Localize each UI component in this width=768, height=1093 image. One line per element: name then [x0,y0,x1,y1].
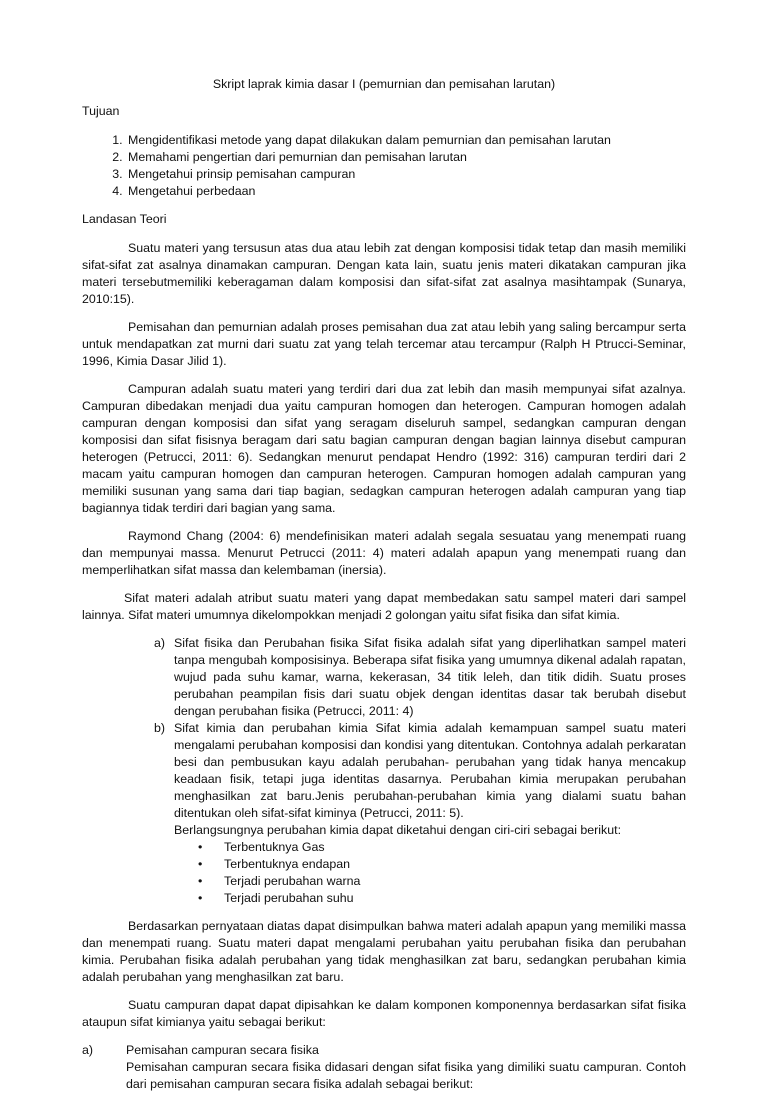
ciri-list [174,839,686,907]
list-item [82,1042,686,1093]
list-item [198,890,686,907]
sifat-list [154,635,686,907]
tujuan-heading: Tujuan [82,104,120,118]
pemisahan-section [82,1042,686,1093]
list-marker: a) [82,1043,94,1057]
list-item-text: Sifat kimia dan perubahan kimia Sifat kimia adalah kemampuan sampel suatu materi mengalami perubahan komposisi dan kondisi yang ditentukan. Contohnya adalah perkaratan besi dan pembusukan kayu adalah perubahan- perubahan yang tidak hanya mencakup keadaan fisik, tetapi juga identitas dasarnya. Perubahan kimia merupakan perubahan menghasilkan zat baru.Jenis perubahan-perubahan kimia yang dialami suatu bahan ditentukan oleh sifat-sifat kiminya (Petrucci, 2011: 5). [174,721,686,820]
list-marker: a) [154,636,166,650]
paragraph: Sifat materi adalah atribut suatu materi yang dapat membedakan satu sampel materi dari sampel lainnya. Sifat materi umumnya dikelompokkan menjadi 2 golongan yaitu sifat fisika dan sifat kimia. [82,591,686,622]
list-item-text: Sifat fisika dan Perubahan fisika Sifat fisika adalah sifat yang diperlihatkan sampel materi tanpa mengubah komposisinya. Beberapa sifat fisika yang umumnya dikenal adalah rapatan, wujud pada suhu kamar, warna, kekerasan, 34 titik leleh, dan titik didih. Suatu proses perubahan peampilan fisis dari suatu objek dengan identitas dasar tak berubah disebut dengan perubahan fisika (Petrucci, 2011: 4) [174,636,686,718]
bullet-icon: • [198,874,203,888]
paragraph: Suatu campuran dapat dapat dipisahkan ke dalam komponen komponennya berdasarkan sifat fisika ataupun sifat kimianya yaitu sebagai berikut: [82,998,686,1029]
landasan-heading: Landasan Teori [82,212,167,226]
paragraph: Berdasarkan pernyataan diatas dapat disimpulkan bahwa materi adalah apapun yang memiliki massa dan menempati ruang. Suatu materi dapat mengalami perubahan yaitu perubahan fisika dan perubahan kimia. Perubahan fisika adalah perubahan yang tidak menghasilkan zat baru, sedangkan perubahan kimia adalah perubahan yang menghasilkan zat baru. [82,919,686,984]
list-item: 4. Mengetahui perbedaan [126,183,686,200]
ciri-intro: Berlangsungnya perubahan kimia dapat diketahui dengan ciri-ciri sebagai berikut: [174,823,622,837]
list-item-text: Terbentuknya endapan [224,857,351,871]
list-item-text: Terjadi perubahan suhu [224,891,354,905]
list-item [154,635,686,720]
bullet-icon: • [198,891,203,905]
paragraph: Campuran adalah suatu materi yang terdiri dari dua zat lebih dan masih mempunyai sifat azalnya. Campuran dibedakan menjadi dua yaitu campuran homogen dan heterogen. Campuran homogen adalah campuran dengan komposisi dan sifat yang seragam diseluruh sampel, sedangkan campuran dengan komposisi dan sifat fisisnya beragam dari satu bagian campuran dengan bagian lainnya disebut campuran heterogen (Petrucci, 2011: 6). Sedangkan menurut pendapat Hendro (1992: 316) campuran terdiri dari 2 macam yaitu campuran homogen dan campuran heterogen. Campuran homogen adalah campuran yang memiliki susunan yang sama dari tiap bagian, sedagkan campuran heterogen adalah campuran yang tiap bagiannya tidak terdiri dari bagian yang sama. [82,382,686,515]
tujuan-list [82,132,686,200]
list-item: 3. Mengetahui prinsip pemisahan campuran [126,166,686,183]
bullet-icon: • [198,840,203,854]
section-text: Pemisahan campuran secara fisika didasari dengan sifat fisika yang dimiliki suatu campuran. Contoh dari pemisahan campuran secara fisika adalah sebagai berikut: [126,1060,686,1091]
list-item: 2. Memahami pengertian dari pemurnian dan pemisahan larutan [126,149,686,166]
list-item [198,839,686,856]
list-item-text: Terbentuknya Gas [224,840,325,854]
list-marker: b) [154,721,166,735]
list-item-text: Terjadi perubahan warna [224,874,361,888]
paragraph: Pemisahan dan pemurnian adalah proses pemisahan dua zat atau lebih yang saling bercampur serta untuk mendapatkan zat murni dari suatu zat yang telah tercemar atau tercampur (Ralph H Ptrucci-Seminar, 1996, Kimia Dasar Jilid 1). [82,320,686,368]
paragraph: Raymond Chang (2004: 6) mendefinisikan materi adalah segala sesuatau yang menempati ruang dan mempunyai massa. Menurut Petrucci (2011: 4) materi adalah apapun yang menempati ruang dan memperlihatkan sifat massa dan kelembaman (inersia). [82,529,686,577]
section-heading: Pemisahan campuran secara fisika [126,1043,319,1057]
document-title: Skript laprak kimia dasar I (pemurnian dan pemisahan larutan) [212,77,556,91]
bullet-icon: • [198,857,203,871]
list-item: 1. Mengidentifikasi metode yang dapat dilakukan dalam pemurnian dan pemisahan larutan [126,132,686,149]
list-item [154,720,686,822]
paragraph: Suatu materi yang tersusun atas dua atau lebih zat dengan komposisi tidak tetap dan masih memiliki sifat-sifat zat asalnya dinamakan campuran. Dengan kata lain, suatu jenis materi dikatakan campuran jika materi tersebutmemiliki keberagaman dalam komposisi dan sifat-sifat zat asalnya masihtampak (Sunarya, 2010:15). [82,241,686,306]
list-item [198,856,686,873]
list-item [198,873,686,890]
ciri-block [154,822,686,907]
